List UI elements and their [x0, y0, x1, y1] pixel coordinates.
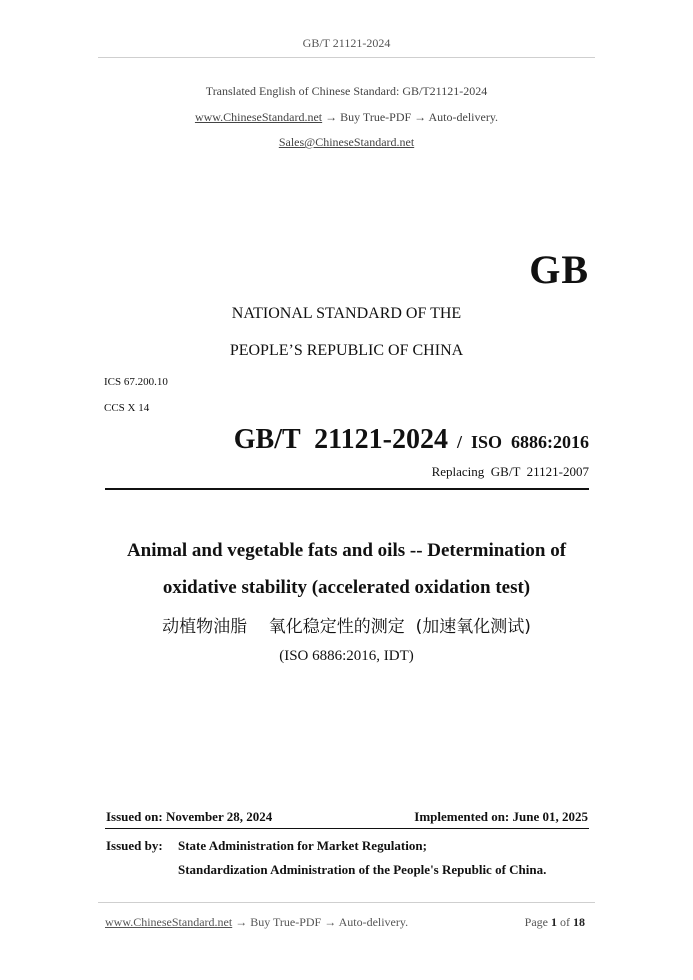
site-link[interactable]: www.ChineseStandard.net [194, 110, 323, 124]
footer-divider [98, 902, 595, 903]
footer-purchase-text: → Buy True-PDF → Auto-delivery. [232, 915, 409, 929]
replacing-note: Replacing GB/T 21121-2007 [431, 464, 589, 479]
standard-number [234, 424, 589, 456]
translation-notice: Translated English of Chinese Standard: GB/T21121-2024 [205, 84, 488, 98]
title-divider [105, 488, 589, 490]
of-label: of [560, 915, 570, 929]
header-divider [98, 57, 595, 58]
national-standard-line1: NATIONAL STANDARD OF THE [231, 305, 462, 322]
ics-code: ICS 67.200.10 [104, 376, 168, 388]
footer-site-link[interactable]: www.ChineseStandard.net [105, 915, 233, 929]
page-number: 1 [551, 915, 557, 929]
gb-number: GB/T 21121-2024 [233, 424, 448, 455]
title-chinese: 动植物油脂 氧化稳定性的测定 (加速氧化测试) [162, 617, 531, 637]
slash-separator: / [447, 432, 471, 452]
idt-note: (ISO 6886:2016, IDT) [279, 648, 414, 664]
iso-reference: ISO 6886:2016 [470, 432, 589, 452]
sales-email-link[interactable]: Sales@ChineseStandard.net [278, 135, 415, 149]
national-standard-line2: PEOPLE’S REPUBLIC OF CHINA [229, 342, 464, 359]
issued-by-label: Issued by: [106, 838, 163, 853]
issuer-line2: Standardization Administration of the People's Republic of China. [178, 862, 547, 877]
footer-purchase-line [105, 915, 408, 930]
page-total: 18 [573, 915, 585, 929]
issued-on-date: Issued on: November 28, 2024 [106, 809, 273, 824]
gb-mark: GB [529, 247, 589, 292]
dates-divider [105, 828, 589, 829]
page-label: Page [524, 915, 548, 929]
purchase-line [0, 110, 693, 125]
implemented-on-date: Implemented on: June 01, 2025 [414, 809, 588, 824]
ccs-code: CCS X 14 [104, 402, 150, 414]
title-english-line1: Animal and vegetable fats and oils -- Determination of [126, 540, 567, 561]
purchase-text: → Buy True-PDF → Auto-delivery. [322, 110, 499, 124]
email-line [0, 135, 693, 150]
page-indicator [525, 915, 585, 930]
title-english-line2: oxidative stability (accelerated oxidation test) [162, 577, 531, 598]
running-header: GB/T 21121-2024 [302, 36, 391, 50]
dates-row [106, 809, 588, 825]
issuer-line1: State Administration for Market Regulation; [178, 838, 427, 853]
